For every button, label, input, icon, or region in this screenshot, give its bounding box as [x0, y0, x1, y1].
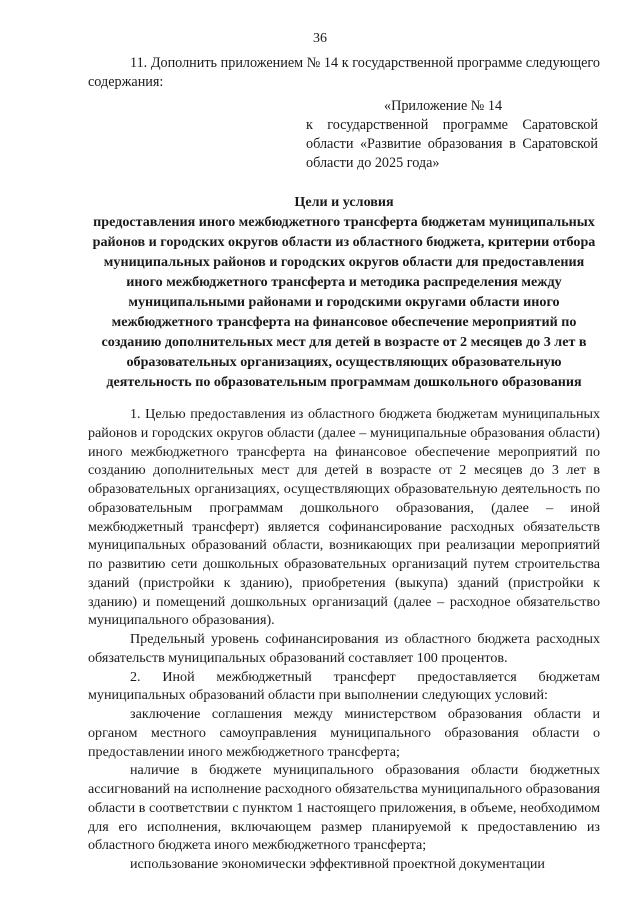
page-number: 36 [313, 31, 327, 46]
document-title [88, 192, 600, 392]
body-text [88, 405, 600, 874]
appendix-description: к государственной программе Саратовской области «Развитие образования в Саратовской области до 2025 года» [306, 117, 598, 171]
appendix-number: «Приложение № 14 [384, 98, 503, 114]
paragraph: заключение соглашения между министерством образования области и органом местного самоуправления муниципального образования области о предоставлении иного межбюджетного трансферта; [88, 706, 600, 760]
paragraph: использование экономически эффективной проектной документации [130, 856, 545, 872]
title-line-1: Цели и условия [294, 194, 394, 210]
paragraph: 1. Целью предоставления из областного бюджета бюджетам муниципальных районов и городских округов области (далее – муниципальные образования области) иного межбюджетного трансферта на финансовое обеспечение мероприятий по созданию дополнительных мест для детей в возрасте от 2 месяцев до 3 лет в образовательных организациях, осуществляющих образовательную деятельность по образовательным программам дошкольного образования, (далее – иной межбюджетный трансферт) является софинансирование расходных обязательств муниципальных образований области, возникающих при реализации мероприятий по развитию сети дошкольных образовательных организаций путем строительства зданий (пристройки к зданию), приобретения (выкупа) зданий (пристройки к зданию) и помещений дошкольных организаций (далее – расходное обязательство муниципального образования). [88, 406, 600, 629]
appendix-reference [306, 97, 598, 173]
paragraph: наличие в бюджете муниципального образования области бюджетных ассигнований на исполнение расходного обязательства муниципального образования области в соответствии с пунктом 1 настоящего приложения, в объеме, необходимом для его исполнения, включающем размер планируемой к предоставлению из областного бюджета иного межбюджетного трансферта; [88, 762, 600, 854]
title-line-2: предоставления иного межбюджетного трансферта бюджетам муниципальных районов и городских округов области из областного бюджета, критерии отбора муниципальных районов и городских округов области для предоставления иного межбюджетного трансферта и методика распределения между муниципальными районами и городскими округами области иного межбюджетного трансферта на финансовое обеспечение мероприятий по созданию дополнительных мест для детей в возрасте от 2 месяцев до 3 лет в образовательных организациях, осуществляющих образовательную деятельность по образовательным программам дошкольного образования [92, 214, 596, 390]
paragraph: Предельный уровень софинансирования из областного бюджета расходных обязательств муниципальных образований составляет 100 процентов. [88, 631, 600, 666]
intro-paragraph: 11. Дополнить приложением № 14 к государственной программе следующего содержания: [88, 55, 600, 90]
paragraph: 2. Иной межбюджетный трансферт предоставляется бюджетам муниципальных образований области при выполнении следующих условий: [88, 668, 600, 704]
